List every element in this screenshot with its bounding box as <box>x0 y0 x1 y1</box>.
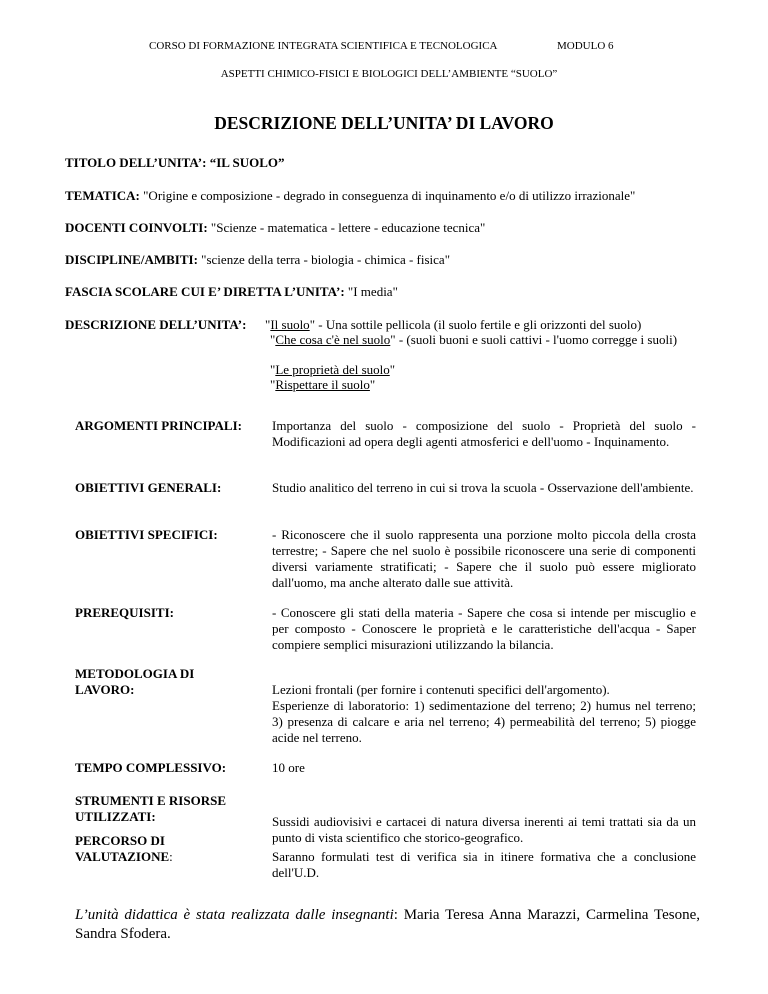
quote: " <box>270 362 276 377</box>
field-label: TITOLO DELL’UNITA’: “IL SUOLO” <box>65 155 285 170</box>
row-label-argomenti: ARGOMENTI PRINCIPALI: <box>75 418 242 433</box>
description-line <box>270 332 700 347</box>
row-label-prerequisiti: PREREQUISITI: <box>75 605 174 620</box>
row-value-prerequisiti: - Conoscere gli stati della materia - Sapere che cosa si intende per miscuglio e per composto - Conoscere le proprietà e le caratteristiche dell'acqua - Saper compiere semplici misurazioni utilizzando la bilancia. <box>272 605 696 652</box>
field-titolo <box>65 155 285 171</box>
description-line <box>270 362 700 377</box>
field-value: "Origine e composizione - degrado in conseguenza di inquinamento e/o di utilizzo irrazionale" <box>139 188 636 203</box>
quote: " <box>265 317 271 332</box>
description-label: DESCRIZIONE DELL’UNITA’: <box>65 317 247 332</box>
authors-intro: L’unità didattica è stata realizzata dalle insegnanti <box>75 907 394 923</box>
field-fascia <box>65 284 398 300</box>
row-label-strumenti: STRUMENTI E RISORSE UTILIZZATI: <box>75 793 226 824</box>
quote: " <box>389 362 396 377</box>
field-value: "scienze della terra - biologia - chimica - fisica" <box>197 252 450 267</box>
module-label: MODULO 6 <box>557 40 614 52</box>
row-label-metodologia: METODOLOGIA DI LAVORO: <box>75 666 195 697</box>
topic-detail: " - (suoli buoni e suoli cattivi - l'uomo corregge i suoli) <box>390 332 678 347</box>
field-value: "I media" <box>344 284 398 299</box>
row-label-tempo: TEMPO COMPLESSIVO: <box>75 760 227 775</box>
field-label: TEMATICA: <box>65 188 140 203</box>
row-value-obiettivi-generali: Studio analitico del terreno in cui si trova la scuola - Osservazione dell'ambiente. <box>272 480 694 495</box>
row-value-percorso: Saranno formulati test di verifica sia in itinere formativa che a conclusione dell'U.D. <box>272 849 696 880</box>
course-title: CORSO DI FORMAZIONE INTEGRATA SCIENTIFICA E TECNOLOGICA <box>149 40 498 52</box>
field-label: FASCIA SCOLARE CUI E’ DIRETTA L’UNITA’: <box>65 284 345 299</box>
authors-names: : Maria Teresa Anna Marazzi, Carmelina Tesone, Sandra Sfodera. <box>75 907 700 942</box>
quote: " <box>270 332 276 347</box>
field-docenti <box>65 220 485 236</box>
row-label-obiettivi-specifici: OBIETTIVI SPECIFICI: <box>75 527 218 542</box>
row-value-tempo: 10 ore <box>272 760 305 775</box>
quote: " <box>369 377 376 392</box>
row-value-metodologia-b: Esperienze di laboratorio: 1) sedimentazione del terreno; 2) humus nel terreno; 3) presenza di calcare e aria nel terreno; 4) permeabilità del terreno; 5) piogge acide nel terreno. <box>272 698 696 745</box>
header-subtitle: ASPETTI CHIMICO-FISICI E BIOLOGICI DELL’AMBIENTE “SUOLO” <box>220 68 558 80</box>
description-line <box>265 317 695 332</box>
row-value-metodologia-a: Lezioni frontali (per fornire i contenuti specifici dell'argomento). <box>272 682 610 697</box>
description-line <box>270 377 700 392</box>
field-value: "Scienze - matematica - lettere - educazione tecnica" <box>207 220 486 235</box>
row-value-obiettivi-specifici: - Riconoscere che il suolo rappresenta una porzione molto piccola della crosta terrestre; - Sapere che nel suolo è possibile riconoscere una serie di componenti diversi variamente stratificati; - Sapere che il suolo può essere migliorato dall'uomo, ma anche alterato dalle sue attività. <box>272 527 696 590</box>
label-text: PERCORSO DI VALUTAZIONE <box>75 833 170 864</box>
field-tematica <box>65 188 635 204</box>
field-label: DISCIPLINE/AMBITI: <box>65 252 198 267</box>
topic-rispettare: Rispettare il suolo <box>275 377 370 392</box>
topic-che-cosa: Che cosa c'è nel suolo <box>275 332 391 347</box>
row-value-argomenti: Importanza del suolo - composizione del suolo - Proprietà del suolo - Modificazioni ad opera degli agenti atmosferici e dell'uomo - Inquinamento. <box>272 418 696 449</box>
label-colon: : <box>169 849 173 864</box>
topic-proprieta: Le proprietà del suolo <box>275 362 390 377</box>
authors-note <box>75 906 700 944</box>
topic-detail: " - Una sottile pellicola (il suolo fertile e gli orizzonti del suolo) <box>309 317 642 332</box>
row-value-strumenti: Sussidi audiovisivi e cartacei di natura diversa inerenti ai temi trattati sia da un punto di vista scientifico che storico-geografico. <box>272 814 696 845</box>
row-label-obiettivi-generali: OBIETTIVI GENERALI: <box>75 480 222 495</box>
quote: " <box>270 377 276 392</box>
page-title: DESCRIZIONE DELL’UNITA’ DI LAVORO <box>214 113 554 133</box>
topic-il-suolo: Il suolo <box>270 317 310 332</box>
field-label: DOCENTI COINVOLTI: <box>65 220 208 235</box>
row-label-percorso <box>75 833 205 865</box>
field-discipline <box>65 252 450 268</box>
